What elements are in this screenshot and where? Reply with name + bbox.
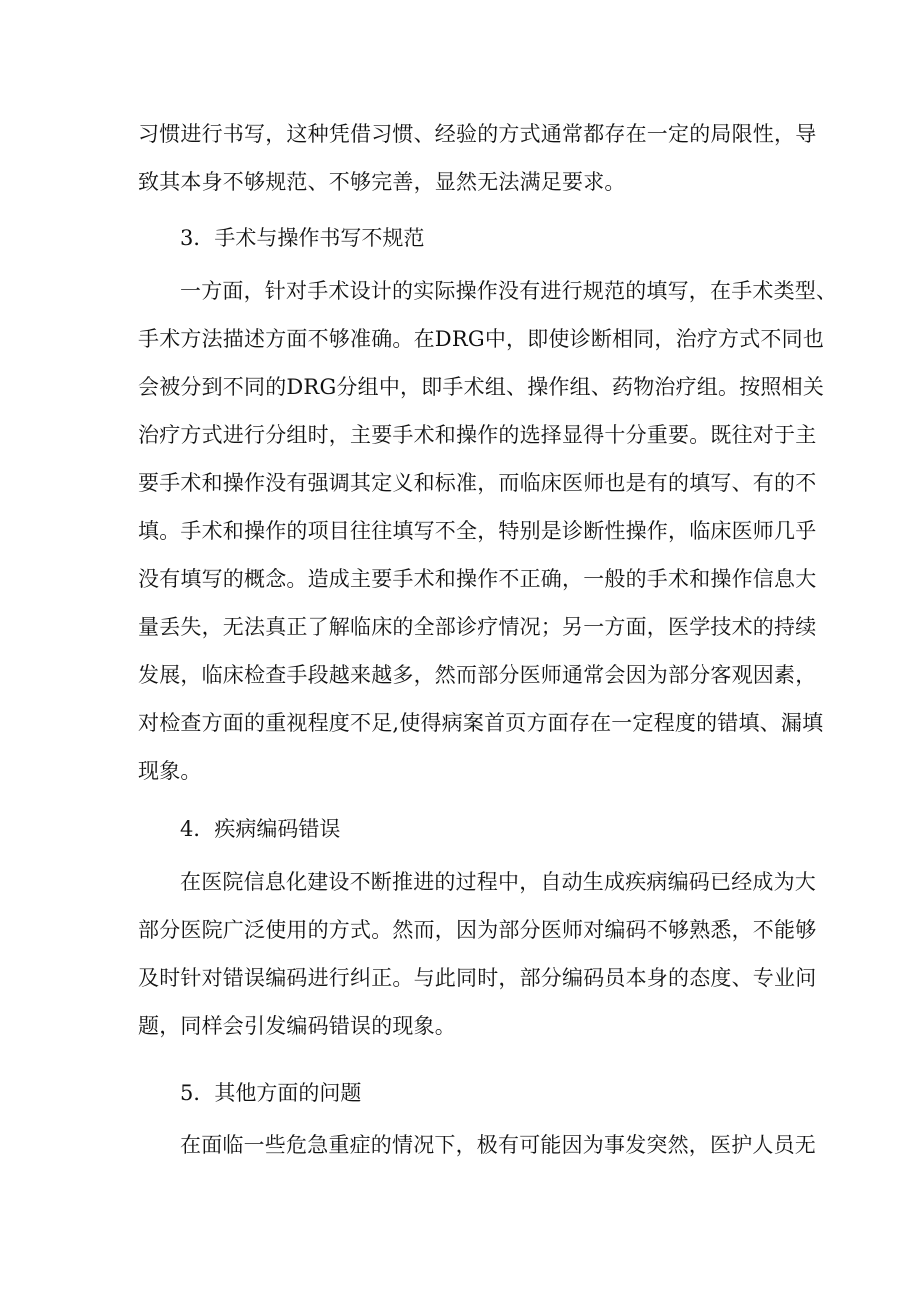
paragraph-line: 一方面，针对手术设计的实际操作没有进行规范的填写，在手术类型、 xyxy=(180,279,838,303)
paragraph-line: 现象。 xyxy=(138,759,202,783)
section-heading-4: 4．疾病编码错误 xyxy=(180,817,341,841)
paragraph-line: 对检查方面的重视程度不足,使得病案首页方面存在一定程度的错填、漏填 xyxy=(138,711,824,735)
paragraph-line: 填。手术和操作的项目往往填写不全，特别是诊断性操作，临床医师几乎 xyxy=(138,519,817,543)
paragraph-line: 会被分到不同的DRG分组中，即手术组、操作组、药物治疗组。按照相关 xyxy=(138,375,825,399)
paragraph-line: 在面临一些危急重症的情况下，极有可能因为事发突然，医护人员无 xyxy=(180,1133,816,1157)
paragraph-line: 没有填写的概念。造成主要手术和操作不正确，一般的手术和操作信息大 xyxy=(138,567,817,591)
section-heading-3: 3．手术与操作书写不规范 xyxy=(180,226,425,250)
paragraph-line: 及时针对错误编码进行纠正。与此同时，部分编码员本身的态度、专业问 xyxy=(138,966,817,990)
paragraph-line: 题，同样会引发编码错误的现象。 xyxy=(138,1014,456,1038)
paragraph-line: 致其本身不够规范、不够完善，显然无法满足要求。 xyxy=(138,170,626,194)
paragraph-line: 部分医院广泛使用的方式。然而，因为部分医师对编码不够熟悉，不能够 xyxy=(138,918,817,942)
paragraph-line: 量丢失，无法真正了解临床的全部诊疗情况；另一方面，医学技术的持续 xyxy=(138,615,817,639)
paragraph-line: 要手术和操作没有强调其定义和标准，而临床医师也是有的填写、有的不 xyxy=(138,471,817,495)
paragraph-line: 治疗方式进行分组时，主要手术和操作的选择显得十分重要。既往对于主 xyxy=(138,423,817,447)
paragraph-line: 手术方法描述方面不够准确。在DRG中，即使诊断相同，治疗方式不同也 xyxy=(138,327,825,351)
paragraph-line: 在医院信息化建设不断推进的过程中，自动生成疾病编码已经成为大 xyxy=(180,870,816,894)
section-heading-5: 5．其他方面的问题 xyxy=(180,1081,362,1105)
paragraph-line: 习惯进行书写，这种凭借习惯、经验的方式通常都存在一定的局限性，导 xyxy=(138,122,817,146)
paragraph-line: 发展，临床检查手段越来越多，然而部分医师通常会因为部分客观因素， xyxy=(138,663,817,687)
